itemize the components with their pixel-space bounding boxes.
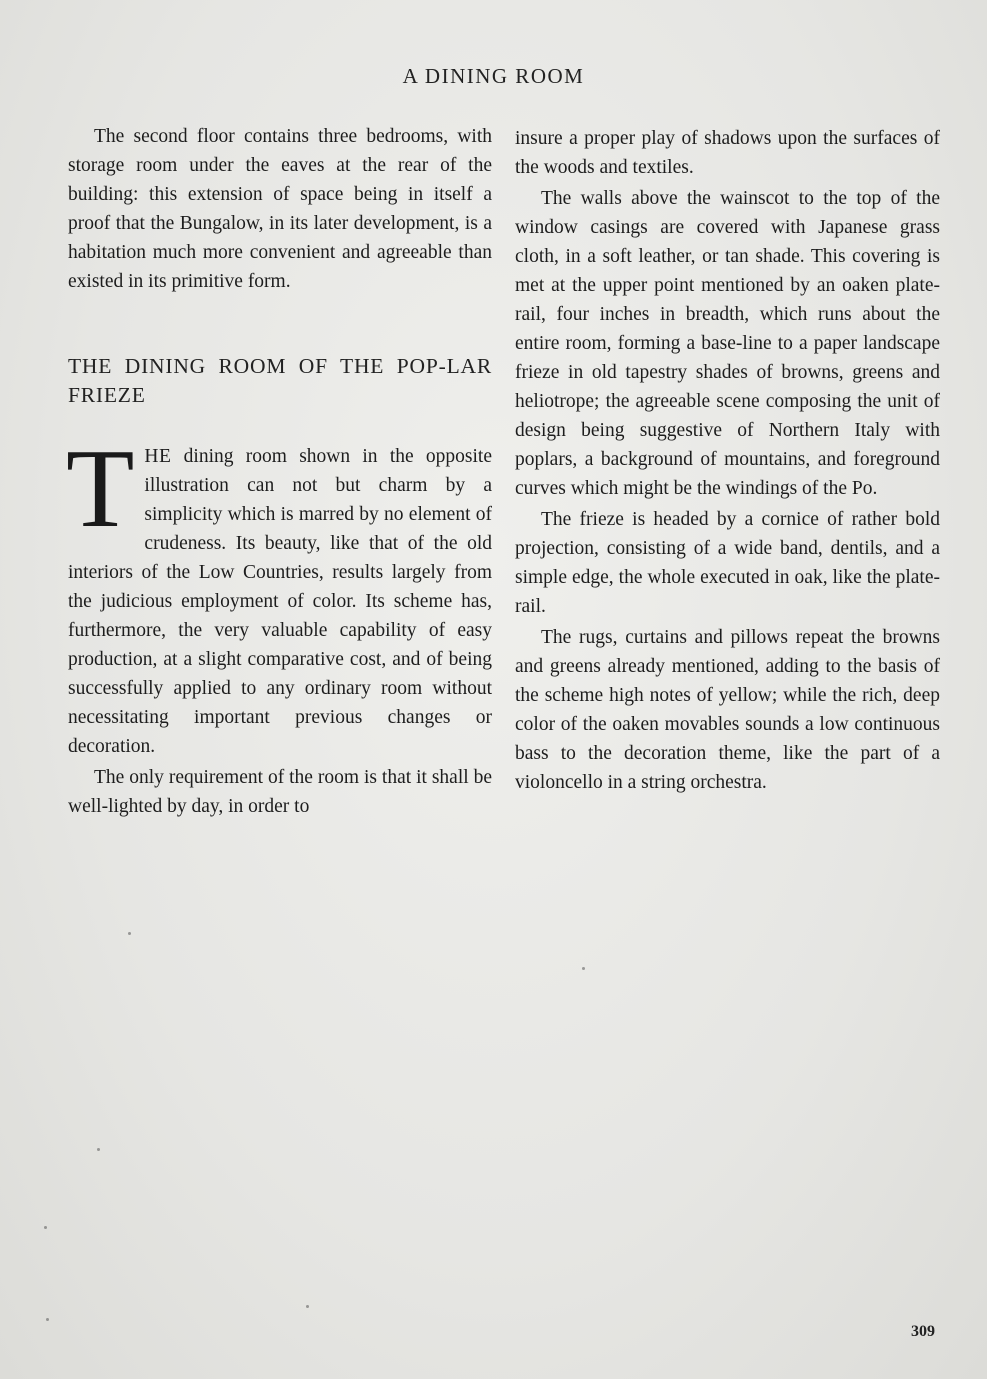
- paragraph: The only requirement of the room is that it shall be well-lighted by day, in order to: [68, 767, 492, 817]
- paper-speck: [97, 1148, 100, 1151]
- paragraph-continued: insure a proper play of shadows upon the surfaces of the woods and textiles.: [515, 128, 940, 178]
- drop-cap: T: [66, 427, 135, 551]
- paper-speck: [306, 1305, 309, 1308]
- dropcap-continuation: HE: [144, 446, 172, 467]
- right-column: [515, 124, 940, 797]
- paper-speck: [44, 1226, 47, 1229]
- running-head: A DINING ROOM: [402, 64, 585, 88]
- paragraph-with-dropcap: [66, 427, 492, 761]
- paper-speck: [46, 1318, 49, 1321]
- spacer: [68, 296, 492, 352]
- paragraph-text: dining room shown in the opposite illustration can not but charm by a simplicity which is marred by no element of crudeness. Its beauty, like that of the old interiors of the Low Countries, results largely from the judicious employment of color. Its scheme has, furthermore, the very valuable capability of easy production, at a slight comparative cost, and of being successfully applied to any ordinary room without necessitating important previous changes or decoration.: [68, 446, 492, 757]
- paragraph: The walls above the wainscot to the top of the window casings are covered with Japanese grass cloth, in a soft leather, or tan shade. This covering is met at the upper point mentioned by an oaken plate-rail, four inches in breadth, which runs about the entire room, forming a base-line to a paper landscape frieze in old tapestry shades of browns, greens and heliotrope; the agreeable scene composing the unit of design being suggestive of Northern Italy with poplars, a background of mountains, and foreground curves which might be the windings of the Po.: [515, 188, 940, 499]
- page-number: 309: [911, 1323, 935, 1340]
- paper-speck: [582, 967, 585, 970]
- left-column: [68, 122, 492, 821]
- section-heading: THE DINING ROOM OF THE POP-LAR FRIEZE: [68, 354, 492, 407]
- paper-speck: [128, 932, 131, 935]
- paragraph: The rugs, curtains and pillows repeat the browns and greens already mentioned, adding to the basis of the scheme high notes of yellow; while the rich, deep color of the oaken movables sounds a low continuous bass to the decoration theme, like the part of a violoncello in a string orchestra.: [515, 627, 940, 793]
- paragraph: The second floor contains three bedrooms, with storage room under the eaves at the rear of the building: this extension of space being in itself a proof that the Bungalow, in its later development, is a habitation much more convenient and agreeable than existed in its primitive form.: [68, 126, 492, 292]
- paragraph: The frieze is headed by a cornice of rather bold projection, consisting of a wide band, dentils, and a simple edge, the whole executed in oak, like the plate-rail.: [515, 509, 940, 617]
